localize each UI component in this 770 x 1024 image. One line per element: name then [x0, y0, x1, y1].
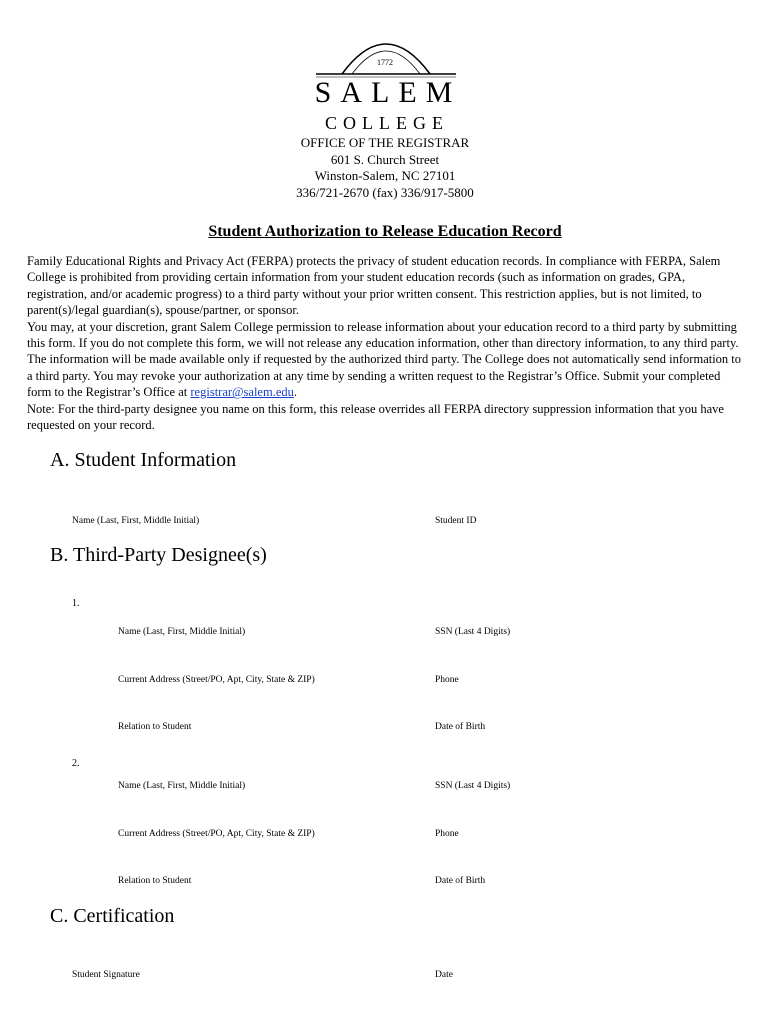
student-id-label: Student ID [435, 516, 477, 526]
logo-arch-graphic [312, 22, 460, 78]
designee-2-number: 2. [72, 758, 80, 769]
intro-paragraph-1: Family Educational Rights and Privacy Act (FERPA) protects the privacy of student education records. In compliance with FERPA, Salem College is prohibited from providing certain information from your student education records (such as information on grades, GPA, registration, and/or academic progress) to a third party without your prior written consent. This restriction applies, but is not limited, to parent(s)/legal guardian(s), spouse/partner, or sponsor. [27, 254, 721, 318]
designee-1-name-label: Name (Last, First, Middle Initial) [118, 627, 246, 637]
designee-2-address-label: Current Address (Street/PO, Apt, City, State & ZIP) [118, 829, 315, 839]
student-name-label: Name (Last, First, Middle Initial) [72, 516, 200, 526]
logo-name-college: COLLEGE [325, 113, 449, 133]
office-city: Winston-Salem, NC 27101 [314, 168, 456, 183]
form-title: Student Authorization to Release Education Record [208, 223, 562, 240]
logo-name-salem: SALEM [314, 76, 462, 109]
office-address-block [0, 135, 770, 201]
intro-paragraph-2 [27, 319, 747, 401]
designee-2-ssn-label: SSN (Last 4 Digits) [435, 781, 511, 791]
designee-1-dob-label: Date of Birth [435, 722, 486, 732]
designee-1-number: 1. [72, 598, 80, 609]
intro-text [27, 253, 747, 433]
section-b-title: B. Third-Party Designee(s) [50, 544, 267, 566]
section-a-title: A. Student Information [50, 449, 237, 471]
intro-paragraph-2-end: . [293, 385, 298, 400]
office-street: 601 S. Church Street [330, 151, 440, 167]
office-name: OFFICE OF THE REGISTRAR [300, 135, 470, 150]
designee-2-relation-label: Relation to Student [118, 876, 192, 886]
designee-1-address-label: Current Address (Street/PO, Apt, City, State & ZIP) [118, 675, 315, 685]
signature-date-label: Date [435, 970, 453, 980]
designee-1-phone-label: Phone [435, 675, 459, 685]
salem-college-logo [300, 22, 470, 133]
registrar-email-link[interactable]: registrar@salem.edu [190, 385, 294, 400]
designee-2-phone-label: Phone [435, 829, 459, 839]
designee-1-ssn-label: SSN (Last 4 Digits) [435, 627, 511, 637]
designee-1-relation-label: Relation to Student [118, 722, 192, 732]
student-signature-label: Student Signature [72, 970, 140, 980]
logo-year: 1772 [377, 58, 393, 67]
office-phone: 336/721-2670 (fax) 336/917-5800 [296, 184, 474, 200]
intro-paragraph-2-text: You may, at your discretion, grant Salem College permission to release information about your education record to a third party by submitting this form. If you do not complete this form, we will not release any education information, other than directory information, to any third party. The information will be made available only if requested by the authorized third party. The College does not automatically send information to a third party. You may revoke your authorization at any time by sending a written request to the Registrar’s Office. Submit your completed form to the Registrar’s Office at [27, 319, 742, 400]
designee-2-name-label: Name (Last, First, Middle Initial) [118, 781, 246, 791]
intro-paragraph-3: Note: For the third-party designee you name on this form, this release overrides all FERPA directory suppression information that you have requested on your record. [27, 401, 724, 433]
designee-2-dob-label: Date of Birth [435, 876, 486, 886]
section-c-title: C. Certification [50, 905, 175, 927]
